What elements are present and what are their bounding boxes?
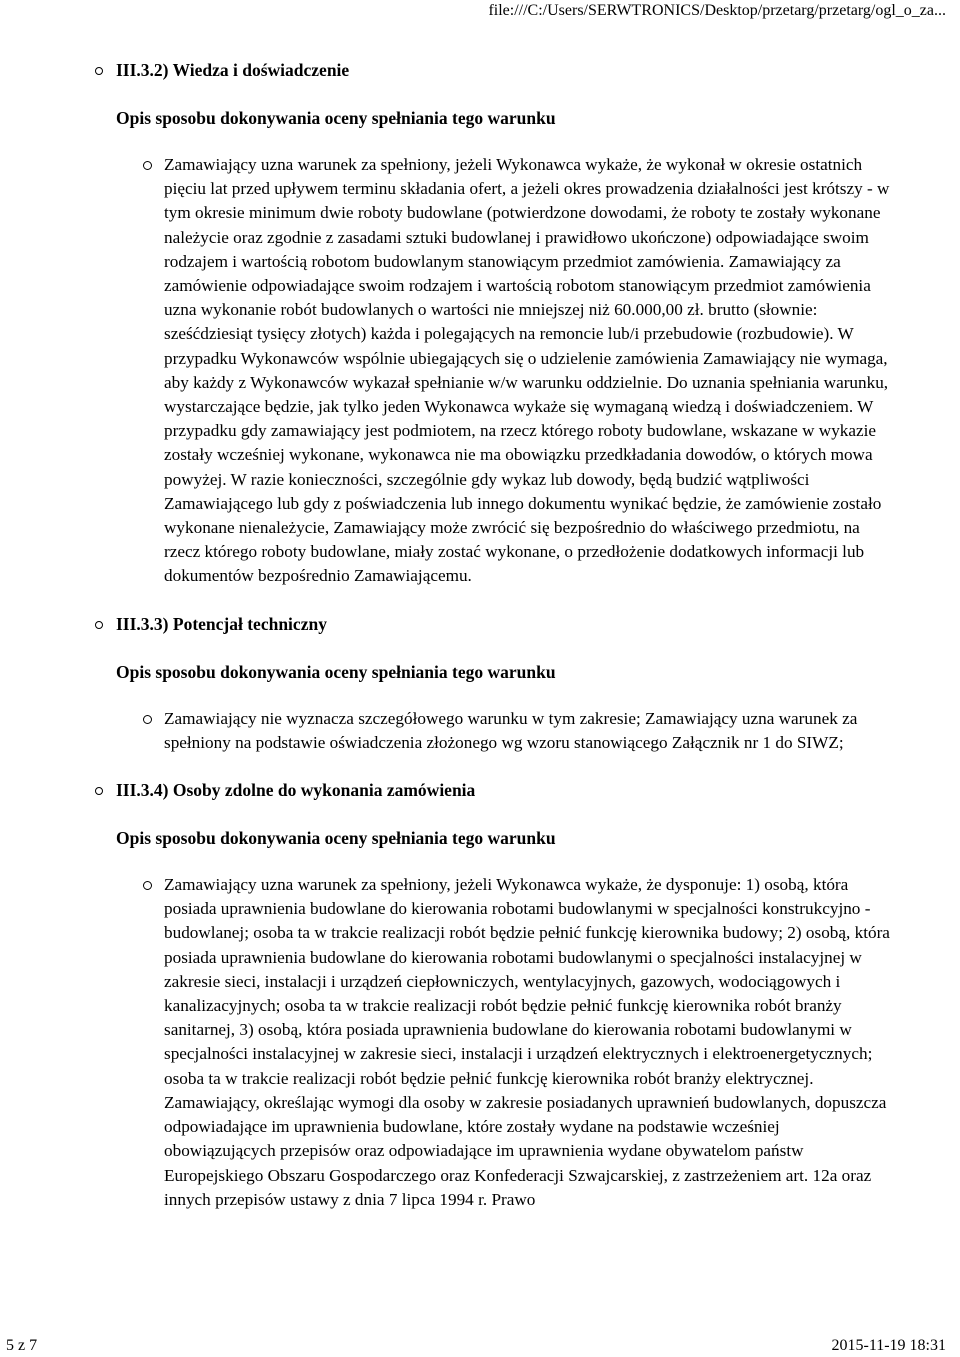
section-heading-text: III.3.2) Wiedza i doświadczenie <box>116 60 350 80</box>
section-subheading: Opis sposobu dokonywania oceny spełniania tego warunku <box>116 108 556 128</box>
list-item <box>164 153 890 589</box>
circle-bullet-icon <box>143 161 152 170</box>
document-content <box>0 58 960 1212</box>
section-subheading: Opis sposobu dokonywania oceny spełniania tego warunku <box>116 828 556 849</box>
section-potencjal <box>0 612 960 755</box>
list-item-text: Zamawiający uzna warunek za spełniony, jeżeli Wykonawca wykaże, że dysponuje: 1) osobą, która posiada uprawnienia budowlane do kierowania robotami budowlanymi w specjalności konstrukcyjno - budowlanej; osoba ta w trakcie realizacji robót będzie pełnić funkcję kierownika budowy; 2) osobą, która posiada uprawnienia budowlane do kierowania robotami budowlanymi o specjalności instalacyjnej w zakresie sieci, instalacji i urządzeń ciepłowniczych, wentylacyjnych, gazowych, wodociągowych i kanalizacyjnych; osoba ta w trakcie realizacji robót będzie pełnić funkcję kierownika robót branży sanitarnej, 3) osobą, która posiada uprawnienia budowlane do kierowania robotami budowlanymi w specjalności instalacyjnej w zakresie sieci, instalacji i urządzeń elektrycznych i elektroenergetycznych; osoba ta w trakcie realizacji robót będzie pełnić funkcję kierownika robót branży elektrycznej. Zamawiający, określając wymogi dla osoby w zakresie posiadanych uprawnień budowlanych, dopuszcza odpowiadające im uprawnienia budowlane, które zostały wydane na podstawie wcześniej obowiązujących przepisów oraz odpowiadające im uprawnienia wydane obywatelom państw Europejskiego Obszaru Gospodarczego oraz Konfederacji Szwajcarskiej, z zastrzeżeniem art. 12a oraz innych przepisów ustawy z dnia 7 lipca 1994 r. Prawo <box>164 875 890 1209</box>
bullet-icon <box>95 67 103 75</box>
circle-bullet-icon <box>143 715 152 724</box>
file-url: file:///C:/Users/SERWTRONICS/Desktop/przetarg/przetarg/ogl_o_za... <box>488 2 946 19</box>
section-heading <box>116 58 960 82</box>
print-datetime: 2015-11-19 18:31 <box>831 1337 946 1354</box>
section-subheading: Opis sposobu dokonywania oceny spełniania tego warunku <box>116 661 556 682</box>
bullet-icon <box>95 787 103 795</box>
section-heading-text: III.3.3) Potencjał techniczny <box>116 613 327 634</box>
section-heading <box>116 612 960 636</box>
section-osoby <box>0 778 960 1212</box>
section-heading <box>116 778 960 802</box>
list-item-text: Zamawiający nie wyznacza szczegółowego warunku w tym zakresie; Zamawiający uzna warunek za spełniony na podstawie oświadczenia złożonego wg wzoru stanowiącego Załącznik nr 1 do SIWZ; <box>164 708 858 752</box>
bullet-icon <box>95 621 103 629</box>
section-heading-text: III.3.4) Osoby zdolne do wykonania zamówienia <box>116 780 476 801</box>
section-wiedza <box>0 58 960 589</box>
list-item <box>164 873 890 1212</box>
list-item <box>164 707 890 755</box>
circle-bullet-icon <box>143 881 152 890</box>
list-item-text: Zamawiający uzna warunek za spełniony, jeżeli Wykonawca wykaże, że wykonał w okresie ostatnich pięciu lat przed upływem terminu składania ofert, a jeżeli okres prowadzenia działalności jest krótszy - w tym okresie minimum dwie roboty budowlane (potwierdzone dowodami, że roboty te zostały wykonane należycie oraz zgodnie z zasadami sztuki budowlanej i prawidłowo ukończone) odpowiadające swoim rodzajem i wartością robotom budowlanym stanowiącym przedmiot zamówienia. Zamawiający za zamówienie odpowiadające swoim rodzajem i wartością robotom stanowiącym przedmiot zamówienia uzna wykonanie robót budowlanych o wartości nie mniejszej niż 60.000,00 zł. brutto (słownie: sześćdziesiąt tysięcy złotych) każda i polegających na remoncie lub/i przebudowie (rozbudowie). W przypadku Wykonawców wspólnie ubiegających się o udzielenie zamówienia Zamawiający nie wymaga, aby każdy z Wykonawców wykazał spełnianie w/w warunku oddzielnie. Do uznania spełniania warunku, wystarczające będzie, jak tylko jeden Wykonawca wykaże się wymaganą wiedzą i doświadczeniem. W przypadku gdy zamawiający jest podmiotem, na rzecz którego roboty budowlane, wskazane w wykazie zostały wcześniej wykonane, wykonawca nie ma obowiązku przedkładania dowodów, o których mowa powyżej. W razie konieczności, szczególnie gdy wykaz lub dowody, będą budzić wątpliwości Zamawiającego lub gdy z poświadczenia lub innego dokumentu wynikać będzie, że zamówienie zostało wykonane nienależycie, Zamawiający może zwrócić się bezpośrednio do właściwego przedmiotu, na rzecz którego roboty budowlane, miały zostać wykonane, o przedłożenie dodatkowych informacji lub dokumentów bezpośrednio Zamawiającemu. <box>164 155 890 586</box>
page-number: 5 z 7 <box>6 1337 38 1354</box>
